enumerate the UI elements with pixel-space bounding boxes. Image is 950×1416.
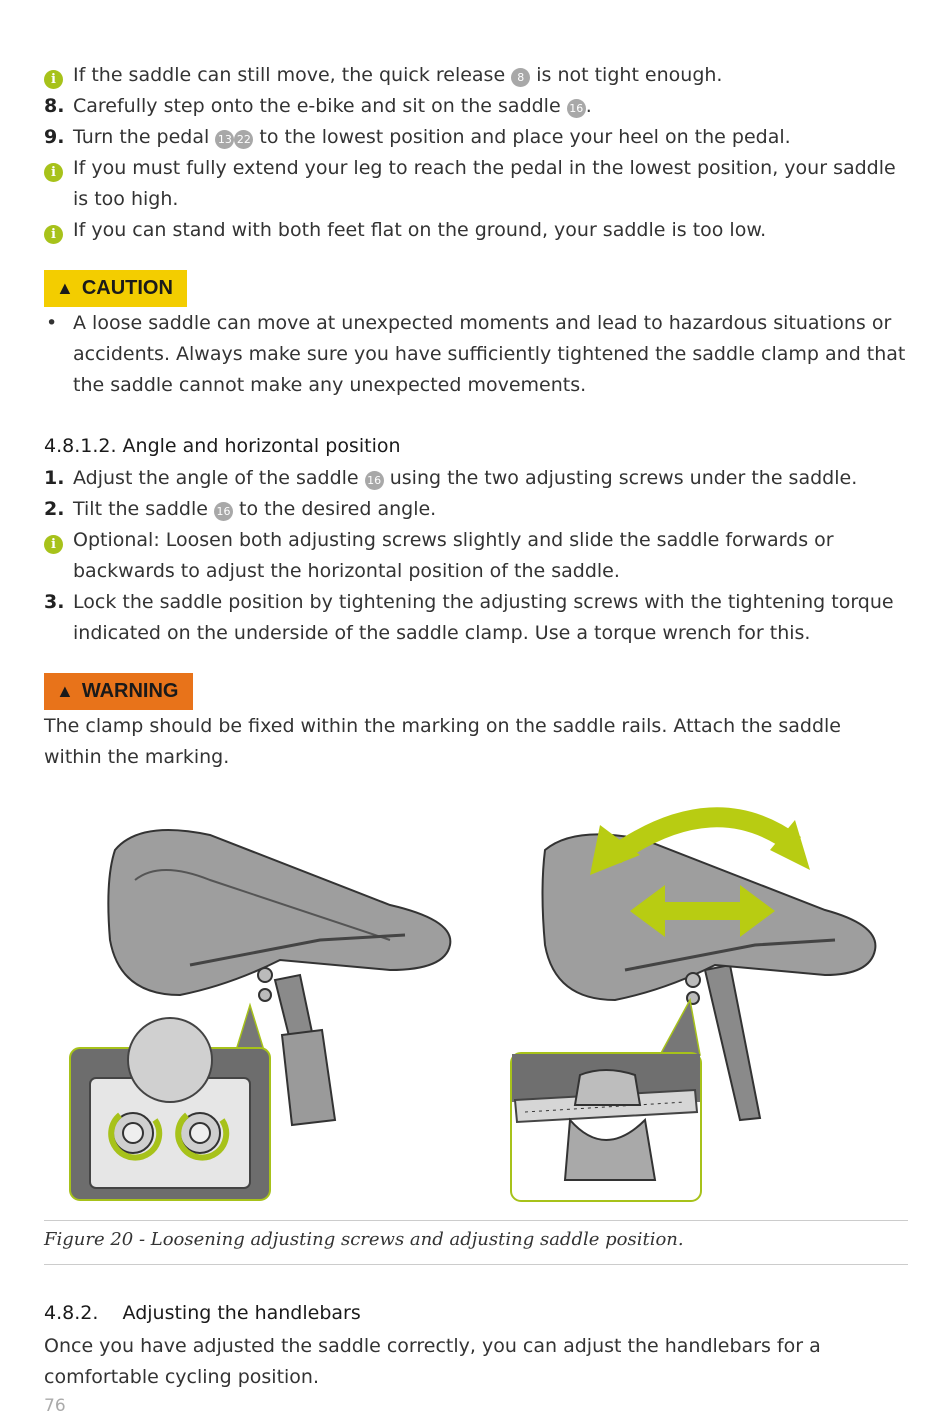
list-item: i If the saddle can still move, the quick release 8 is not tight enough.	[44, 60, 914, 91]
reference-badge: 13	[215, 130, 234, 149]
step-number: 8.	[44, 95, 65, 117]
section-text: Once you have adjusted the saddle correctly, you can adjust the handlebars for a comfortable cycling position.	[44, 1335, 821, 1388]
list-item: 8. Carefully step onto the e-bike and sit on the saddle 16 .	[44, 91, 914, 122]
list-item: 2. Tilt the saddle 16 to the desired angle.	[44, 494, 914, 525]
list-item: i If you can stand with both feet flat on the ground, your saddle is too low.	[44, 215, 914, 246]
warning-triangle-icon: ▲	[56, 278, 74, 298]
list-item: i Optional: Loosen both adjusting screws slightly and slide the saddle forwards or backwards to adjust the horizontal position of the saddle.	[44, 525, 914, 587]
info-icon: i	[44, 60, 70, 91]
step-number: 9.	[44, 126, 65, 148]
step-number: 3.	[44, 591, 65, 613]
page-number: 76	[44, 1396, 66, 1416]
bullet: •	[46, 312, 58, 334]
reference-badge: 22	[234, 130, 253, 149]
list-item: i If you must fully extend your leg to reach the pedal in the lowest position, your saddle is too high.	[44, 153, 914, 215]
reference-badge: 16	[365, 471, 384, 490]
step-number: 2.	[44, 498, 65, 520]
info-icon: i	[44, 525, 70, 556]
list-item: 1. Adjust the angle of the saddle 16 using the two adjusting screws under the saddle.	[44, 463, 914, 494]
step-number: 1.	[44, 467, 65, 489]
reference-badge: 8	[511, 68, 530, 87]
list-item: 9. Turn the pedal 13 22 to the lowest position and place your heel on the pedal.	[44, 122, 914, 153]
reference-badge: 16	[567, 99, 586, 118]
reference-badge: 16	[214, 502, 233, 521]
divider	[44, 1264, 908, 1265]
figure-caption: Figure 20 - Loosening adjusting screws and adjusting saddle position.	[44, 1229, 684, 1250]
caution-text: A loose saddle can move at unexpected moments and lead to hazardous situations or accidents. Always make sure you have sufficiently tightened the saddle clamp and that the saddle cannot make any unexpected movements.	[73, 312, 906, 396]
info-icon: i	[44, 215, 70, 246]
list-item: 3. Lock the saddle position by tightening the adjusting screws with the tightening torque indicated on the underside of the saddle clamp. Use a torque wrench for this.	[44, 587, 914, 649]
section-heading: 4.8.2. Adjusting the handlebars	[44, 1302, 361, 1324]
section-heading: 4.8.1.2. Angle and horizontal position	[44, 435, 401, 457]
saddle-illustration-right	[505, 800, 885, 1205]
divider	[44, 1220, 908, 1221]
saddle-illustration-left	[60, 820, 470, 1205]
warning-triangle-icon: ▲	[56, 681, 74, 701]
caution-item	[44, 308, 914, 401]
warning-text: The clamp should be fixed within the marking on the saddle rails. Attach the saddle within the marking.	[44, 715, 841, 768]
warning-badge: ▲ WARNING	[44, 673, 193, 710]
info-icon: i	[44, 153, 70, 184]
caution-badge: ▲ CAUTION	[44, 270, 187, 307]
